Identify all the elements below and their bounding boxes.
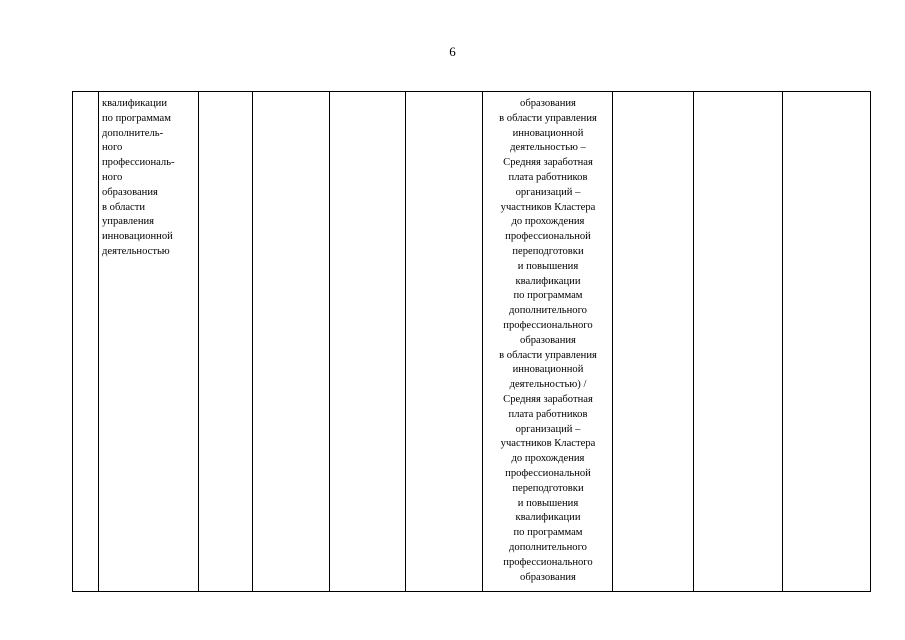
page-number: 6 — [449, 44, 456, 59]
indicator-name-cell: квалификации по программам дополнитель- ного профессиональ- ного образования в области управления инновационной деятельностью — [102, 98, 175, 257]
column-divider — [612, 92, 613, 591]
column-divider — [782, 92, 783, 591]
column-divider — [252, 92, 253, 591]
column-divider — [405, 92, 406, 591]
calculation-formula-cell: образования в области управления инновационной деятельностью – Средняя заработная плата работников организаций – участников Кластера до прохождения профессиональной переподготовки и повышения квалификации по программам дополнительного профессионального образования в области управления инновационной деятельностью) / Средняя заработная плата работников организаций – участников Кластера до прохождения профессиональной переподготовки и повышения квалификации по программам дополнительного профессионального образования — [499, 98, 597, 583]
indicator-table — [72, 91, 871, 592]
column-divider — [98, 92, 99, 591]
column-divider — [482, 92, 483, 591]
column-divider — [329, 92, 330, 591]
column-divider — [693, 92, 694, 591]
